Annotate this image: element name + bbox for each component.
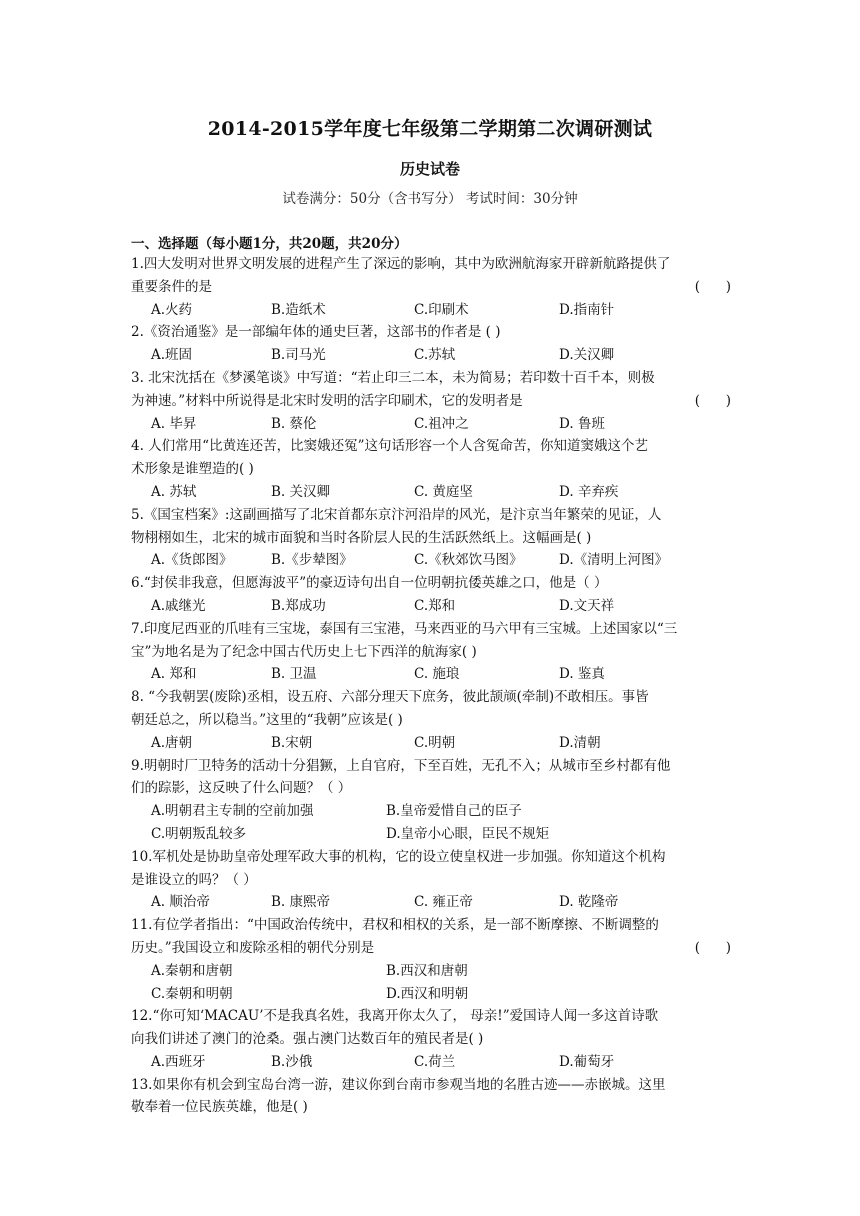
option-b: B. 卫温	[271, 666, 317, 683]
question-item	[131, 572, 731, 618]
question-item	[131, 755, 731, 846]
question-item	[131, 686, 731, 754]
option-a: A.戚继光	[151, 597, 206, 614]
question-text-cont: 们的踪影，这反映了什么问题？（ ）	[131, 780, 352, 797]
option-b: B.造纸术	[271, 301, 326, 318]
option-a: A.秦朝和唐朝	[151, 962, 233, 979]
question-item	[131, 253, 731, 321]
question-item	[131, 1074, 731, 1120]
question-text: 9.明朝时厂卫特务的活动十分猖獗，上自官府，下至百姓，无孔不入；从城市至乡村都有他	[131, 757, 671, 774]
option-row	[131, 960, 731, 983]
option-row	[131, 413, 731, 436]
question-text: 6.“封侯非我意，但愿海波平”的豪迈诗句出自一位明朝抗倭英雄之口，他是（ ）	[131, 575, 608, 592]
option-row	[131, 800, 731, 823]
option-row	[131, 549, 731, 572]
option-b: B.沙俄	[271, 1053, 313, 1070]
option-row	[131, 891, 731, 914]
option-c: C.郑和	[414, 597, 456, 614]
option-row	[131, 595, 731, 618]
option-d: D.关汉卿	[559, 347, 615, 364]
option-row	[131, 481, 731, 504]
option-row	[131, 823, 731, 846]
question-text-cont: 向我们讲述了澳门的沧桑。强占澳门达数百年的殖民者是( )	[131, 1031, 484, 1048]
option-c: C.秦朝和明朝	[151, 985, 233, 1002]
option-d: D.葡萄牙	[559, 1053, 615, 1070]
question-text-cont: 是谁设立的吗？（ ）	[131, 871, 257, 888]
option-row	[131, 983, 731, 1006]
option-d: D.西汉和明朝	[386, 985, 469, 1002]
question-item	[131, 367, 731, 435]
question-text-cont: 宝”为地名是为了纪念中国古代历史上七下西洋的航海家( )	[131, 643, 477, 660]
option-d: D.清朝	[559, 734, 601, 751]
question-item	[131, 846, 731, 914]
question-text-cont	[131, 390, 731, 413]
option-a: A. 苏轼	[151, 483, 197, 500]
option-c: C.明朝叛乱较多	[151, 825, 247, 842]
option-a: A. 毕昇	[151, 415, 197, 432]
option-c: C.明朝	[414, 734, 456, 751]
option-d: D. 乾隆帝	[559, 894, 619, 911]
question-item	[131, 504, 731, 572]
option-c: C.荷兰	[414, 1053, 456, 1070]
question-text: 3. 北宋沈括在《梦溪笔谈》中写道：“若止印三二本，未为简易；若印数十百千本，则极	[131, 369, 655, 386]
question-text: 12.“你可知‘MACAU’不是我真名姓，我离开你太久了， 母亲!”爱国诗人闻一多这首诗歌	[131, 1008, 659, 1025]
option-c: C.《秋郊饮马图》	[414, 552, 523, 569]
option-b: B.西汉和唐朝	[386, 962, 468, 979]
option-a: A. 顺治帝	[151, 894, 210, 911]
question-item	[131, 1005, 731, 1073]
option-b: B.《步辇图》	[271, 552, 353, 569]
option-row	[131, 299, 731, 322]
option-a: A.《货郎图》	[151, 552, 233, 569]
option-d: D. 辛弃疾	[559, 483, 619, 500]
question-item	[131, 914, 731, 1005]
question-text: 10.军机处是协助皇帝处理军政大事的机构，它的设立使皇权进一步加强。你知道这个机构	[131, 848, 666, 865]
question-text: 2.《资治通鉴》是一部编年体的通史巨著，这部书的作者是 ( )	[131, 324, 501, 341]
question-text-line: 为神速。”材料中所说得是北宋时发明的活字印刷术，它的发明者是	[131, 392, 523, 409]
question-text-line: 重要条件的是	[131, 278, 212, 295]
option-b: B.皇帝爱惜自己的臣子	[386, 803, 522, 820]
answer-blank: ( )	[694, 939, 731, 956]
option-b: B.郑成功	[271, 597, 326, 614]
option-a: A.班固	[151, 347, 193, 364]
question-text: 7.印度尼西亚的爪哇有三宝垅，泰国有三宝港，马来西亚的马六甲有三宝城。上述国家以“三	[131, 620, 678, 637]
option-d: D. 鲁班	[559, 415, 605, 432]
question-text: 5.《国宝档案》:这副画描写了北宋首都东京汴河沿岸的风光，是汴京当年繁荣的见证，人	[131, 506, 662, 523]
option-b: B. 康熙帝	[271, 894, 331, 911]
question-text-cont: 朝廷总之，所以稳当。”这里的“我朝”应该是( )	[131, 711, 403, 728]
question-text: 4. 人们常用“比黄连还苦，比窦娥还冤”这句话形容一个人含冤命苦，你知道窦娥这个艺	[131, 438, 648, 455]
question-text: 8. “今我朝罢(废除)丞相，设五府、六部分理天下庶务，彼此颉颃(牵制)不敢相压。事皆	[131, 689, 649, 706]
option-b: B.宋朝	[271, 734, 313, 751]
option-c: C.苏轼	[414, 347, 456, 364]
answer-blank: ( )	[694, 392, 731, 409]
option-row	[131, 1051, 731, 1074]
option-c: C. 施琅	[414, 666, 460, 683]
option-b: B.司马光	[271, 347, 326, 364]
option-c: C.印刷术	[414, 301, 469, 318]
option-row	[131, 663, 731, 686]
question-text: 13.如果你有机会到宝岛台湾一游，建议你到台南市参观当地的名胜古迹——赤嵌城。这里	[131, 1076, 666, 1093]
option-c: C. 黄庭坚	[414, 483, 473, 500]
option-d: D.文天祥	[559, 597, 615, 614]
option-row	[131, 344, 731, 367]
question-text-cont: 物栩栩如生，北宋的城市面貌和当时各阶层人民的生活跃然纸上。这幅画是( )	[131, 529, 592, 546]
question-item	[131, 435, 731, 503]
question-text-line: 历史。”我国设立和废除丞相的朝代分别是	[131, 939, 375, 956]
question-text: 11.有位学者指出：“中国政治传统中，君权和相权的关系，是一部不断摩擦、不断调整的	[131, 917, 659, 934]
option-a: A.唐朝	[151, 734, 193, 751]
option-b: B. 关汉卿	[271, 483, 331, 500]
option-d: D.皇帝小心眼，臣民不规矩	[386, 825, 550, 842]
question-text-cont	[131, 276, 731, 299]
option-b: B. 蔡伦	[271, 415, 317, 432]
option-d: D.《清明上河图》	[559, 552, 669, 569]
option-a: A.明朝君主专制的空前加强	[151, 803, 314, 820]
section-heading: 一、选择题（每小题1分，共20题，共20分）	[131, 236, 408, 252]
option-a: A.火药	[151, 301, 193, 318]
option-a: A.西班牙	[151, 1053, 206, 1070]
question-text-cont	[131, 937, 731, 960]
question-text: 1.四大发明对世界文明发展的进程产生了深远的影响，其中为欧洲航海家开辟新航路提供了	[131, 256, 671, 272]
question-list	[131, 253, 731, 1119]
exam-meta: 试卷满分：50分（含书写分） 考试时间：30分钟	[282, 191, 578, 207]
option-a: A. 郑和	[151, 666, 197, 683]
question-item	[131, 618, 731, 686]
option-c: C. 雍正帝	[414, 894, 473, 911]
option-row	[131, 732, 731, 755]
exam-title: 2014-2015学年度七年级第二学期第二次调研测试	[207, 118, 653, 140]
question-text-cont: 敬奉着一位民族英雄，他是( )	[131, 1099, 308, 1116]
question-text-cont: 术形象是谁塑造的( )	[131, 461, 254, 478]
question-item	[131, 321, 731, 367]
exam-subtitle: 历史试卷	[399, 160, 460, 178]
option-c: C.祖冲之	[414, 415, 469, 432]
option-d: D. 鉴真	[559, 666, 605, 683]
option-d: D.指南针	[559, 301, 615, 318]
answer-blank: ( )	[694, 278, 731, 295]
